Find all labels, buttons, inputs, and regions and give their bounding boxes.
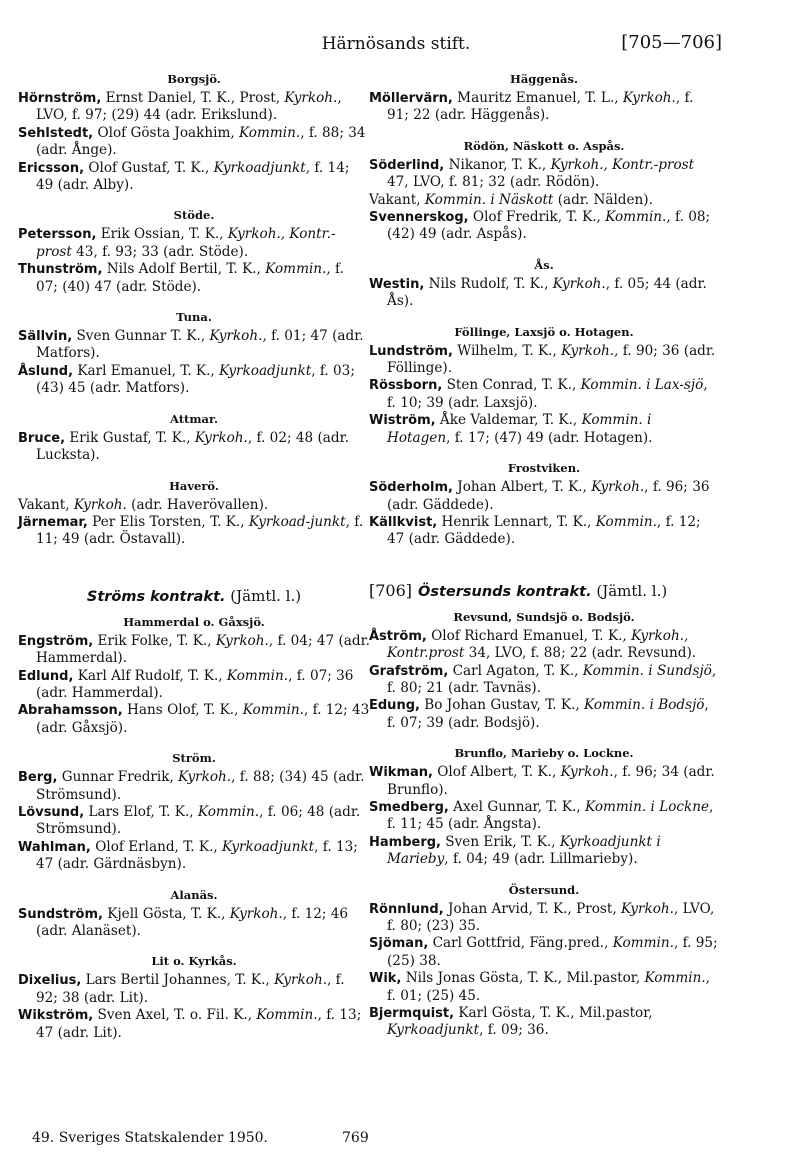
entry-title: Kyrkoh., Kontr.prost bbox=[387, 627, 689, 662]
entry-surname: Söderlind, bbox=[369, 157, 445, 173]
parish-heading: Attmar. bbox=[170, 411, 218, 426]
contract-heading-strom bbox=[18, 587, 370, 605]
entry-title: Kyrkoh. bbox=[229, 905, 283, 922]
entry-title: Kyrkoh., Kontr.-prost bbox=[36, 226, 336, 260]
clergy-entry bbox=[369, 764, 719, 799]
entry-details: , f. 12; 47 (adr. Gäddede). bbox=[387, 513, 701, 548]
entry-details: , f. 06; 48 (adr. Strömsund). bbox=[36, 803, 361, 838]
entry-details: , f. 07; (40) 47 (adr. Stöde). bbox=[36, 261, 344, 295]
entry-details: , f. 01; 47 (adr. Matfors). bbox=[36, 328, 364, 362]
clergy-entry bbox=[369, 697, 719, 732]
clergy-entry bbox=[18, 668, 370, 703]
entry-surname: Sehlstedt, bbox=[18, 125, 94, 141]
entry-surname: Svennerskog, bbox=[369, 210, 469, 226]
entry-text: Sten Conrad, T. K., bbox=[442, 377, 581, 394]
clergy-entry bbox=[18, 328, 370, 363]
clergy-entry bbox=[18, 1007, 370, 1042]
entry-details: , f. 96; 36 (adr. Gäddede). bbox=[387, 479, 710, 513]
entry-details: , f. 10; 39 (adr. Laxsjö). bbox=[387, 377, 708, 411]
entry-title: Kyrkoad-junkt bbox=[248, 513, 346, 530]
entry-details: (adr. Haverövallen). bbox=[126, 496, 269, 513]
entry-title: Kyrkoh. bbox=[284, 90, 338, 106]
parish-heading: Tuna. bbox=[176, 310, 212, 325]
entry-text: Olof Gustaf, T. K., bbox=[84, 159, 214, 176]
clergy-entry bbox=[369, 276, 719, 311]
entry-surname: Bjermquist, bbox=[369, 1006, 455, 1022]
entry-title: Kyrkoh. bbox=[560, 764, 614, 781]
parish-heading: Revsund, Sundsjö o. Bodsjö. bbox=[453, 609, 635, 624]
clergy-entry bbox=[18, 90, 370, 125]
clergy-entry bbox=[18, 261, 370, 296]
entry-title: Kommin. i Lockne bbox=[585, 798, 710, 815]
contract-region: (Jämtl. l.) bbox=[591, 581, 668, 600]
parish-heading: Hammerdal o. Gåxsjö. bbox=[123, 614, 265, 629]
entry-title: Kommin. bbox=[644, 970, 706, 987]
entry-title: Kyrkoh., Kontr.-prost bbox=[550, 156, 695, 173]
entry-text: Olof Richard Emanuel, T. K., bbox=[426, 627, 632, 644]
clergy-entry bbox=[369, 343, 719, 378]
entry-text: Erik Folke, T. K., bbox=[93, 632, 216, 649]
entry-text: Nils Adolf Bertil, T. K., bbox=[102, 261, 266, 278]
entry-text: Sven Erik, T. K., bbox=[440, 833, 560, 850]
entry-surname: Thunström, bbox=[18, 262, 103, 278]
entry-details: , f. 17; (47) 49 (adr. Hotagen). bbox=[446, 429, 653, 446]
entry-text: Lars Bertil Johannes, T. K., bbox=[81, 972, 275, 989]
entry-title: Kyrkoh. bbox=[215, 632, 269, 649]
entry-text: Carl Gottfrid, Fäng.pred., bbox=[428, 935, 613, 952]
entry-details: , f. 02; 48 (adr. Lucksta). bbox=[36, 429, 349, 464]
entry-title: Kyrkoh. bbox=[194, 429, 248, 446]
entry-title: Kyrkoh. bbox=[209, 328, 263, 345]
entry-surname: Järnemar, bbox=[18, 514, 88, 530]
clergy-entry bbox=[18, 430, 370, 465]
entry-title: Kommin. i Hotagen bbox=[387, 412, 652, 446]
entry-surname: Smedberg, bbox=[369, 799, 449, 815]
entry-details: , f. 88; 34 (adr. Ånge). bbox=[36, 124, 366, 159]
entry-title: Kyrkoh. bbox=[274, 972, 328, 989]
clergy-entry bbox=[18, 702, 370, 737]
entry-title: Kyrkoh. bbox=[73, 496, 127, 513]
clergy-entry bbox=[18, 972, 370, 1007]
entry-details: , f. 05; 44 (adr. Ås). bbox=[387, 275, 707, 310]
clergy-entry bbox=[18, 804, 370, 839]
entry-details: , f. 80; 21 (adr. Tavnäs). bbox=[387, 662, 717, 696]
entry-details: , f. 95; (25) 38. bbox=[387, 935, 718, 969]
clergy-entry bbox=[369, 157, 719, 192]
right-parishes-2 bbox=[369, 610, 719, 1040]
entry-title: Kommin. bbox=[226, 667, 289, 684]
clergy-entry bbox=[18, 125, 370, 160]
entry-surname: Dixelius, bbox=[18, 973, 82, 989]
entry-text: Nils Jonas Gösta, T. K., Mil.pastor, bbox=[401, 970, 645, 987]
entry-title: Kyrkoh. bbox=[591, 479, 645, 496]
clergy-entry bbox=[369, 834, 719, 869]
clergy-entry bbox=[18, 769, 370, 804]
entry-surname: Wikman, bbox=[369, 765, 433, 781]
entry-details: , f. 04; 49 (adr. Lillmarieby). bbox=[444, 851, 638, 868]
entry-text: Olof Albert, T. K., bbox=[432, 764, 561, 781]
contract-heading-ostersund bbox=[369, 581, 719, 600]
clergy-entry bbox=[369, 663, 719, 698]
entry-text: Karl Emanuel, T. K., bbox=[73, 362, 220, 379]
clergy-entry bbox=[369, 628, 719, 663]
contract-page-marker: [706] bbox=[369, 580, 413, 600]
entry-surname: Wiström, bbox=[369, 413, 436, 429]
entry-text: Vakant, bbox=[369, 191, 425, 208]
clergy-entry bbox=[369, 209, 719, 244]
entry-text: Sven Axel, T. o. Fil. K., bbox=[93, 1007, 257, 1024]
entry-title: Kyrkoh. bbox=[561, 342, 615, 359]
entry-text: Erik Ossian, T. K., bbox=[96, 226, 228, 243]
entry-surname: Källkvist, bbox=[369, 514, 438, 530]
entry-text: Axel Gunnar, T. K., bbox=[448, 798, 586, 815]
entry-title: Kyrkoadjunkt i Marieby bbox=[387, 833, 661, 868]
entry-surname: Ericsson, bbox=[18, 160, 85, 176]
page-header bbox=[0, 34, 792, 58]
entry-surname: Möllervärn, bbox=[369, 91, 453, 106]
entry-title: Kyrkoh. bbox=[621, 900, 674, 917]
parish-heading: Stöde. bbox=[173, 208, 215, 223]
entry-title: Kommin. bbox=[242, 702, 304, 719]
entry-surname: Rössborn, bbox=[369, 378, 443, 394]
entry-title: Kyrkoadjunkt bbox=[387, 1022, 480, 1039]
entry-text: Johan Arvid, T. K., Prost, bbox=[443, 900, 621, 917]
entry-surname: Sällvin, bbox=[18, 329, 73, 345]
footer-page-number: 769 bbox=[342, 1130, 369, 1146]
entry-surname: Rönnlund, bbox=[369, 901, 444, 917]
entry-text: Kjell Gösta, T. K., bbox=[102, 905, 230, 922]
parish-heading: Borgsjö. bbox=[167, 72, 221, 86]
clergy-entry bbox=[369, 1005, 719, 1040]
entry-text: Henrik Lennart, T. K., bbox=[437, 513, 596, 530]
entry-details: , f. 13; 47 (adr. Lit). bbox=[36, 1007, 362, 1041]
entry-details: , f. 92; 38 (adr. Lit). bbox=[36, 972, 345, 1006]
entry-details: , f. 04; 47 (adr. Hammerdal). bbox=[36, 632, 370, 667]
entry-text: Nikanor, T. K., bbox=[444, 156, 551, 173]
clergy-entry bbox=[18, 514, 370, 549]
page-range: [705—706] bbox=[621, 32, 722, 53]
entry-title: Kyrkoh. bbox=[552, 275, 606, 292]
contract-region: (Jämtl. l.) bbox=[225, 586, 302, 605]
parish-heading: Ås. bbox=[534, 257, 554, 272]
clergy-entry bbox=[369, 412, 719, 447]
entry-surname: Sundström, bbox=[18, 906, 103, 922]
entry-text: Olof Fredrik, T. K., bbox=[468, 209, 606, 226]
entry-details: , f. 13; 47 (adr. Gärdnäsbyn). bbox=[36, 838, 358, 873]
clergy-entry bbox=[369, 799, 719, 834]
entry-title: Kyrkoh. bbox=[622, 90, 676, 106]
contract-name: Ströms kontrakt. bbox=[86, 588, 226, 605]
entry-details: 34, LVO, f. 88; 22 (adr. Revsund). bbox=[464, 645, 697, 662]
entry-surname: Wikström, bbox=[18, 1008, 94, 1024]
entry-surname: Åström, bbox=[369, 628, 427, 644]
entry-text: Karl Gösta, T. K., Mil.pastor, bbox=[454, 1005, 653, 1022]
entry-details: , f. 12; 46 (adr. Alanäset). bbox=[36, 905, 349, 939]
parish-heading: Lit o. Kyrkås. bbox=[151, 954, 237, 969]
footer-publication: 49. Sveriges Statskalender 1950. bbox=[32, 1130, 269, 1146]
entry-surname: Wik, bbox=[369, 971, 402, 987]
entry-details: 47, LVO, f. 81; 32 (adr. Rödön). bbox=[387, 174, 600, 191]
entry-text: Wilhelm, T. K., bbox=[452, 342, 562, 359]
right-parishes bbox=[369, 72, 719, 549]
entry-surname: Edung, bbox=[369, 698, 420, 714]
entry-title: Kyrkoadjunkt bbox=[213, 159, 306, 176]
clergy-entry bbox=[18, 160, 370, 195]
entry-details: , LVO, f. 80; (23) 35. bbox=[387, 900, 715, 934]
clergy-entry bbox=[369, 935, 719, 970]
entry-details: , f. 96; 34 (adr. Brunflo). bbox=[387, 764, 715, 798]
clergy-entry bbox=[369, 479, 719, 514]
entry-surname: Hörnström, bbox=[18, 91, 102, 106]
entry-text: Per Elis Torsten, T. K., bbox=[87, 513, 249, 530]
entry-surname: Hamberg, bbox=[369, 834, 441, 850]
entry-details: , f. 08; (42) 49 (adr. Aspås). bbox=[387, 209, 711, 243]
entry-surname: Grafström, bbox=[369, 663, 449, 679]
clergy-entry bbox=[369, 377, 719, 412]
entry-details: , f. 12; 43 (adr. Gåxsjö). bbox=[36, 702, 370, 736]
entry-surname: Westin, bbox=[369, 276, 425, 292]
entry-text: Gunnar Fredrik, bbox=[57, 769, 179, 786]
parish-heading: Alanäs. bbox=[170, 887, 218, 902]
entry-surname: Engström, bbox=[18, 633, 94, 649]
entry-details: , f. 88; (34) 45 (adr. Strömsund). bbox=[36, 769, 365, 803]
entry-text: Sven Gunnar T. K., bbox=[72, 328, 210, 345]
entry-title: Kommin. bbox=[239, 124, 301, 141]
entry-title: Kommin. i Näskott bbox=[424, 191, 554, 208]
parish-heading: Föllinge, Laxsjö o. Hotagen. bbox=[454, 324, 634, 339]
entry-surname: Åslund, bbox=[18, 363, 74, 379]
parish-heading: Häggenås. bbox=[509, 72, 578, 86]
clergy-entry bbox=[18, 497, 370, 514]
clergy-entry bbox=[369, 514, 719, 549]
entry-text: Olof Erland, T. K., bbox=[90, 838, 223, 855]
entry-text: Nils Rudolf, T. K., bbox=[424, 275, 553, 292]
entry-title: Kommin. bbox=[197, 803, 260, 820]
clergy-entry bbox=[369, 970, 719, 1005]
entry-title: Kyrkoadjunkt bbox=[222, 838, 315, 855]
entry-surname: Lundström, bbox=[369, 343, 453, 359]
entry-surname: Sjöman, bbox=[369, 936, 429, 952]
entry-text: Bo Johan Gustav, T. K., bbox=[419, 697, 585, 714]
entry-details: , f. 03; (43) 45 (adr. Matfors). bbox=[36, 362, 355, 397]
entry-text: Karl Alf Rudolf, T. K., bbox=[73, 667, 227, 684]
clergy-entry bbox=[18, 906, 370, 941]
entry-surname: Edlund, bbox=[18, 668, 74, 684]
entry-details: , LVO, f. 97; (29) 44 (adr. Erikslund). bbox=[36, 90, 342, 124]
entry-title: Kommin. bbox=[265, 261, 327, 278]
entry-details: , f. 09; 36. bbox=[479, 1022, 549, 1039]
entry-surname: Lövsund, bbox=[18, 804, 85, 820]
entry-details: , f. 01; (25) 45. bbox=[387, 970, 710, 1004]
contract-name: Östersunds kontrakt. bbox=[418, 583, 592, 600]
entry-text: Carl Agaton, T. K., bbox=[448, 662, 583, 679]
entry-title: Kyrkoh. bbox=[178, 769, 232, 786]
entry-text: Olof Gösta Joakhim, bbox=[93, 124, 239, 141]
entry-surname: Bruce, bbox=[18, 430, 66, 446]
clergy-entry bbox=[369, 901, 719, 936]
entry-text: Erik Gustaf, T. K., bbox=[65, 429, 195, 446]
parish-heading: Ström. bbox=[172, 751, 216, 766]
entry-title: Kommin. i Lax-sjö bbox=[580, 377, 704, 394]
entry-text: Johan Albert, T. K., bbox=[452, 479, 592, 496]
clergy-entry bbox=[18, 363, 370, 398]
entry-details: , f. 07; 39 (adr. Bodsjö). bbox=[387, 697, 709, 731]
entry-title: Kommin. i Bodsjö bbox=[584, 697, 705, 714]
left-column bbox=[18, 72, 370, 1042]
entry-surname: Berg, bbox=[18, 770, 58, 786]
entry-text: Mauritz Emanuel, T. L., bbox=[452, 90, 623, 106]
clergy-entry bbox=[18, 839, 370, 874]
entry-text: Vakant, bbox=[18, 496, 74, 513]
entry-details: , f. 11; 49 (adr. Östavall). bbox=[36, 513, 364, 548]
page-title: Härnösands stift. bbox=[321, 34, 471, 54]
parish-heading: Rödön, Näskott o. Aspås. bbox=[463, 138, 625, 153]
parish-heading: Frostviken. bbox=[507, 461, 581, 476]
entry-details: , f. 11; 45 (adr. Ångsta). bbox=[387, 798, 714, 833]
parish-heading: Östersund. bbox=[508, 882, 580, 897]
clergy-entry bbox=[18, 633, 370, 668]
entry-surname: Wahlman, bbox=[18, 839, 91, 855]
clergy-entry bbox=[369, 192, 719, 209]
entry-text: Åke Valdemar, T. K., bbox=[435, 412, 582, 429]
entry-details: , f. 14; 49 (adr. Alby). bbox=[36, 159, 350, 194]
entry-title: Kommin. i Sundsjö bbox=[582, 662, 712, 679]
entry-title: Kyrkoadjunkt bbox=[219, 362, 312, 379]
left-parishes bbox=[18, 72, 370, 549]
entry-text: Ernst Daniel, T. K., Prost, bbox=[101, 90, 285, 106]
entry-text: Hans Olof, T. K., bbox=[122, 702, 243, 719]
entry-title: Kommin. bbox=[595, 513, 657, 530]
entry-surname: Söderholm, bbox=[369, 480, 453, 496]
parish-heading: Brunflo, Marieby o. Lockne. bbox=[454, 746, 634, 761]
entry-details: (adr. Nälden). bbox=[553, 191, 653, 208]
right-column bbox=[369, 72, 719, 1040]
entry-title: Kommin. bbox=[256, 1007, 318, 1024]
parish-heading: Haverö. bbox=[169, 478, 219, 493]
entry-details: 43, f. 93; 33 (adr. Stöde). bbox=[71, 243, 249, 260]
entry-surname: Abrahamsson, bbox=[18, 703, 123, 719]
entry-details: , f. 91; 22 (adr. Häggenås). bbox=[387, 90, 694, 124]
left-parishes-2 bbox=[18, 615, 370, 1042]
clergy-entry bbox=[18, 226, 370, 261]
entry-text: Lars Elof, T. K., bbox=[84, 803, 198, 820]
entry-surname: Petersson, bbox=[18, 227, 97, 243]
entry-title: Kommin. bbox=[605, 209, 667, 226]
entry-details: , f. 07; 36 (adr. Hammerdal). bbox=[36, 667, 354, 701]
entry-title: Kommin. bbox=[612, 935, 674, 952]
clergy-entry bbox=[369, 90, 719, 125]
entry-details: , f. 90; 36 (adr. Föllinge). bbox=[387, 342, 716, 377]
